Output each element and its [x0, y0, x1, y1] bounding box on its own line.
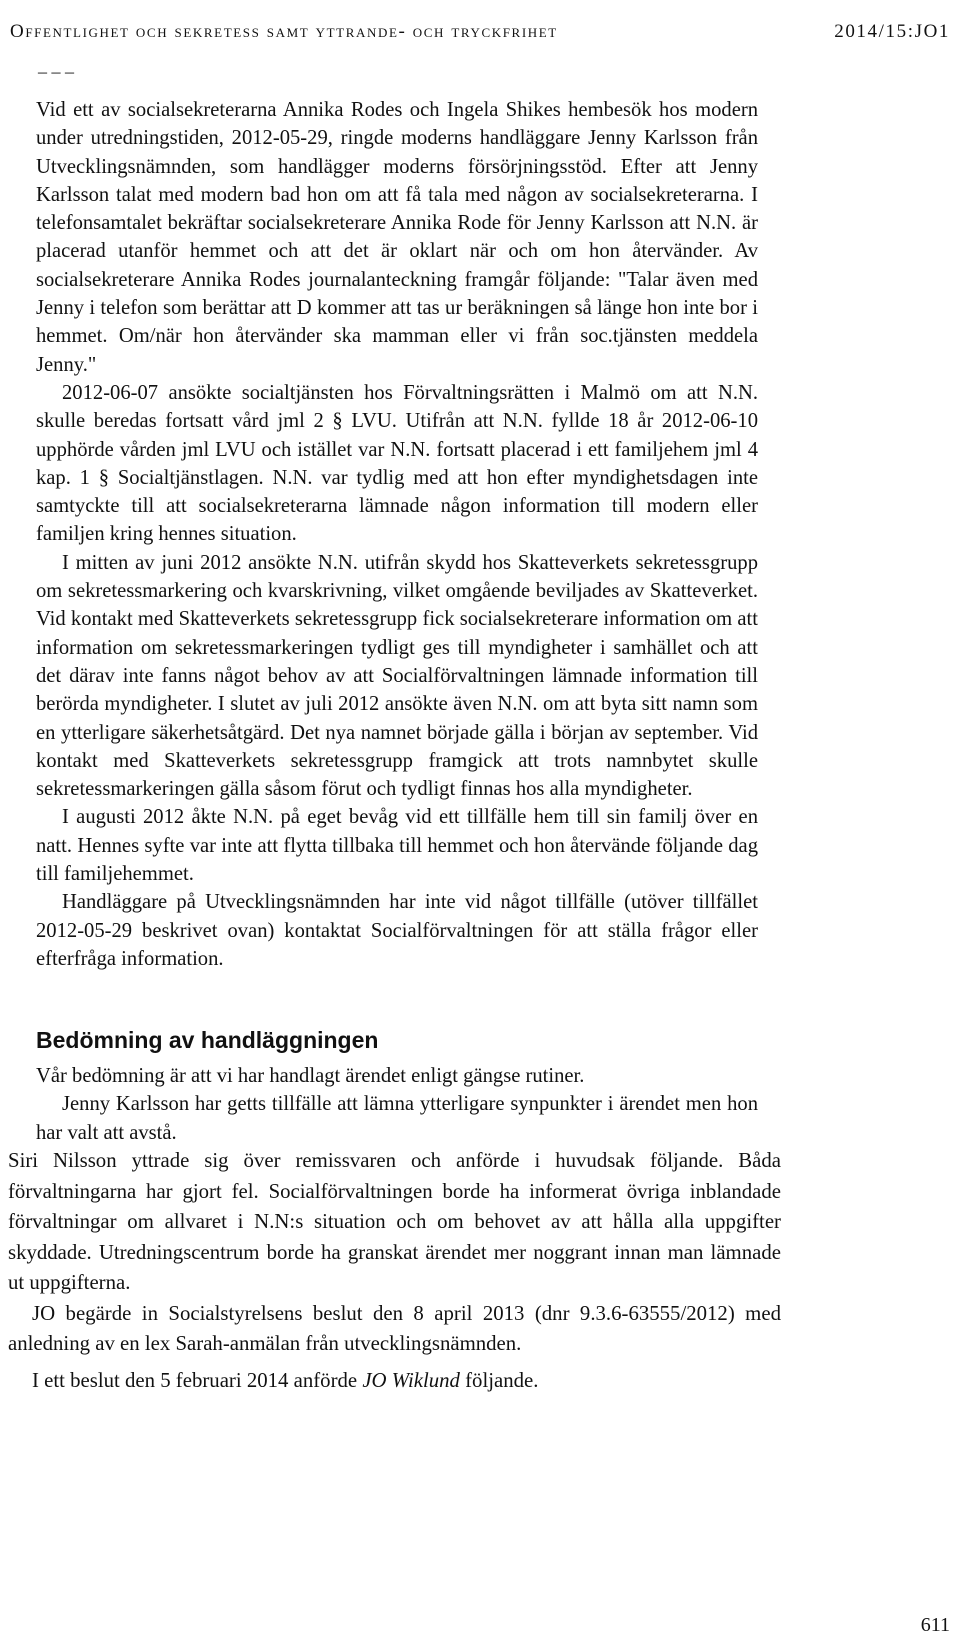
page-number: 611	[920, 1614, 950, 1636]
body-paragraph-final	[8, 1366, 781, 1397]
quote-paragraph: I mitten av juni 2012 ansökte N.N. utifrån skydd hos Skatteverkets sekretessgrupp om sekretessmarkering och kvarskrivning, vilket omgående beviljades av Skatteverket. Vid kontakt med Skatteverkets sekretessgrupp fick socialsekreterare information om att information om sekretessmarkeringen tydligt ges till myndigheter i samhället och att det därav inte fanns något behov av att Socialförvaltningen lämnade information till berörda myndigheter. I slutet av juli 2012 ansökte även N.N. om att byta sitt namn som en ytterligare säkerhetsåtgärd. Det nya namnet började gälla i början av september. Vid kontakt med Skatteverkets sekretessgrupp framgick att trots namnbytet skulle sekretessmarkeringen gälla såsom förut och tydligt finnas hos alla myndigheter.	[36, 551, 758, 801]
quote-paragraph: I augusti 2012 åkte N.N. på eget bevåg vid ett tillfälle hem till sin familj över en natt. Hennes syfte var inte att flytta tillbaka till hemmet och hon återvände följande dag till familjehemmet.	[36, 806, 758, 886]
assessment-text	[36, 1062, 758, 1147]
running-header	[10, 22, 950, 41]
assessment-paragraph: Jenny Karlsson har getts tillfälle att lämna ytterligare synpunkter i ärendet men hon har valt att avstå.	[36, 1093, 758, 1144]
final-text-before: I ett beslut den 5 februari 2014 anförde	[32, 1368, 363, 1392]
body-paragraph: Siri Nilsson yttrade sig över remissvaren och anförde i huvudsak följande. Båda förvaltningarna har gjort fel. Socialförvaltningen borde ha informerat övriga inblandade förvaltningar om allvaret i N.N:s situation och om behovet av att hålla alla uppgifter skyddade. Utredningscentrum borde ha granskat ärendet mer noggrant innan man lämnade ut uppgifterna.	[8, 1149, 781, 1294]
separator-dashes: _ _ _	[38, 55, 74, 75]
final-text-after: följande.	[459, 1368, 539, 1392]
quote-paragraph: Vid ett av socialsekreterarna Annika Rodes och Ingela Shikes hembesök hos modern under utredningstiden, 2012-05-29, ringde moderns handläggare Jenny Karlsson från Utvecklingsnämnden, som handlägger moderns försörjningsstöd. Efter att Jenny Karlsson talat med modern bad hon om att få tala med någon av socialsekreterarna. I telefonsamtalet bekräftar socialsekreterare Annika Rode för Jenny Karlsson att N.N. är placerad utanför hemmet och att det är oklart när och om hon återvänder. Av socialsekreterare Annika Rodes journalanteckning framgår följande: "Talar även med Jenny i telefon som berättar att D kommer att tas ur beräkningen så länge hon inte bor i hemmet. Om/när hon återvänder ska mamman eller vi från soc.tjänsten meddela Jenny."	[36, 99, 758, 376]
body-paragraph: JO begärde in Socialstyrelsens beslut den 8 april 2013 (dnr 9.3.6-63555/2012) med anledning av en lex Sarah-anmälan från utvecklingsnämnden.	[8, 1301, 781, 1355]
body-text	[8, 1146, 781, 1396]
header-section-title: Offentlighet och sekretess samt yttrande- och tryckfrihet	[10, 21, 558, 42]
quoted-statement	[36, 96, 758, 973]
section-heading: Bedömning av handläggningen	[36, 1027, 379, 1053]
header-report-number: 2014/15:JO1	[834, 21, 950, 42]
quote-paragraph: Handläggare på Utvecklingsnämnden har inte vid något tillfälle (utöver tillfället 2012-05-29 beskrivet ovan) kontaktat Socialförvaltningen för att ställa frågor eller efterfråga information.	[36, 891, 758, 970]
assessment-paragraph: Vår bedömning är att vi har handlagt ärendet enligt gängse rutiner.	[36, 1065, 585, 1087]
quote-paragraph: 2012-06-07 ansökte socialtjänsten hos Förvaltningsrätten i Malmö om att N.N. skulle beredas fortsatt vård jml 2 § LVU. Utifrån att N.N. fyllde 18 år 2012-06-10 upphörde vården jml LVU och istället var N.N. fortsatt placerad i ett familjehem jml 4 kap. 1 § Socialtjänstlagen. N.N. var tydlig med att hon efter myndighetsdagen inte samtyckte till att socialsekreterarna lämnade någon information till modern eller familjen kring hennes situation.	[36, 381, 758, 546]
ombudsman-name: JO Wiklund	[362, 1368, 460, 1392]
